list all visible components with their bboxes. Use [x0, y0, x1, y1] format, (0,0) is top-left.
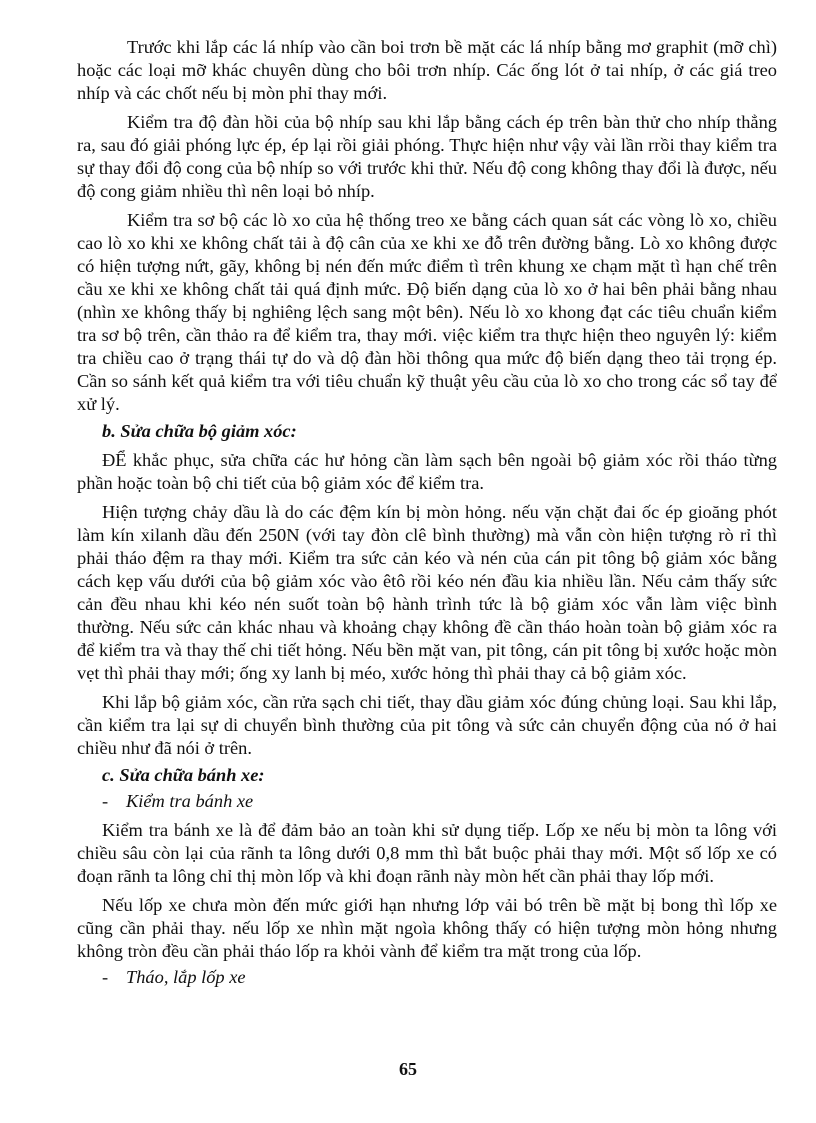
section-b-heading	[77, 419, 777, 443]
paragraph-leaf-spring-lubrication: Trước khi lắp các lá nhíp vào cần boi trơn bề mặt các lá nhíp bằng mơ graphit (mỡ chì) hoặc các loại mỡ khác chuyên dùng cho bôi trơn nhíp. Các ống lót ở tai nhíp, ở các giá treo nhíp và các chốt nếu bị mòn phỉ thay mới.	[77, 37, 777, 103]
bullet-wheel-inspection	[77, 789, 777, 813]
paragraph-shock-absorber-assembly: Khi lắp bộ giảm xóc, cần rửa sạch chi tiết, thay dầu giảm xóc đúng chủng loại. Sau khi lắp, cần kiểm tra lại sự di chuyển bình thường của pit tông và sức cản chuyển động của nó ở hai chiều như đã nói ở trên.	[77, 692, 777, 758]
paragraph-shock-absorber-leak: Hiện tượng chảy dầu là do các đệm kín bị mòn hỏng. nếu vặn chặt đai ốc ép gioăng phót làm kín xilanh dầu đến 250N (với tay đòn clê bình thường) mà vẫn còn hiện tượng rò rỉ thì phải tháo đệm ra thay mới. Kiểm tra sức cản kéo và nén của cán pit tông bộ giảm xóc bằng cách kẹp vấu dưới của bộ giảm xóc vào êtô rồi kéo nén đầu kia nhiều lần. Nếu cảm thấy sức cản đều nhau khi kéo nén suốt toàn bộ hành trình tức là bộ giảm xóc vẫn làm việc bình thường. Nếu sức cản khác nhau và khoảng chạy không đề cần tháo hoàn toàn bộ giảm xóc ra để kiểm tra và thay thế chi tiết hỏng. Nếu bền mặt van, pit tông, cán pit tông bị xước hoặc mòn vẹt thì phải thay mới; ống xy lanh bị méo, xước hỏng thì phải thay cả bộ giảm xóc.	[77, 502, 777, 683]
bullet-tire-mounting	[77, 965, 777, 989]
paragraph-shock-absorber-cleaning: ĐỂ khắc phục, sửa chữa các hư hỏng cần làm sạch bên ngoài bộ giảm xóc rồi tháo từng phần hoặc toàn bộ chi tiết của bộ giảm xóc để kiểm tra.	[77, 450, 777, 493]
section-c-title: Sửa chữa bánh xe:	[119, 765, 265, 785]
paragraph-tire-replacement: Nếu lốp xe chưa mòn đến mức giới hạn nhưng lớp vải bó trên bề mặt bị bong thì lốp xe cũng cần phải thay. nếu lốp xe nhìn mặt ngoìa không thấy có hiện tượng mòn hỏng nhưng không tròn đều cần phải tháo lốp ra khỏi vành để kiểm tra mặt trong của lốp.	[77, 895, 777, 961]
paragraph-coil-spring-inspection: Kiểm tra sơ bộ các lò xo của hệ thống treo xe bằng cách quan sát các vòng lò xo, chiều cao lò xo khi xe không chất tải à độ cân của xe khi xe đỗ trên đường bằng. Lò xo không được có hiện tượng nứt, gãy, không bị nén đến mức điểm tì trên khung xe chạm mặt tì hạn chế trên cầu xe khi xe không chất tải quá định mức. Độ biến dạng của lò xo ở hai bên phải bằng nhau (nhìn xe không thấy bị nghiêng lệch sang một bên). Nếu lò xo khong đạt các tiêu chuẩn kiểm tra sơ bộ trên, cần thảo ra để kiểm tra, thay mới. việc kiểm tra thực hiện theo nguyên lý: kiểm tra chiều cao ở trạng thái tự do và dộ đàn hồi thông qua mức độ biến dạng theo tải trọng ép. Cần so sánh kết quả kiểm tra với tiêu chuẩn kỹ thuật yêu cầu của lò xo cho trong các sổ tay để xử lý.	[77, 210, 777, 414]
paragraph-tire-tread-wear: Kiểm tra bánh xe là để đảm bảo an toàn khi sử dụng tiếp. Lốp xe nếu bị mòn ta lông với chiều sâu còn lại của rãnh ta lông dưới 0,8 mm thì bắt buộc phải thay mới. Một số lốp xe có đoạn rãnh ta lông chỉ thị mòn lốp và khi đoạn rãnh này mòn hết cần phải thay lốp mới.	[77, 820, 777, 886]
bullet-text: Kiểm tra bánh xe	[126, 791, 254, 811]
bullet-dash: -	[102, 967, 109, 987]
section-b-title: Sửa chữa bộ giảm xóc:	[120, 421, 297, 441]
bullet-dash: -	[102, 791, 109, 811]
page-number: 65	[399, 1059, 417, 1079]
paragraph-leaf-spring-elasticity: Kiểm tra độ đàn hồi của bộ nhíp sau khi lắp bằng cách ép trên bàn thử cho nhíp thẳng ra, sau đó giải phóng lực ép, ép lại rồi giải phóng. Thực hiện như vậy vài lần rrồi thay kiểm tra sự thay đổi độ cong của bộ nhíp so với trước khi thử. Nếu độ cong không thay đổi là được, nếu độ cong giảm nhiều thì nên loại bỏ nhíp.	[77, 112, 777, 201]
section-c-heading	[77, 763, 777, 787]
body-text	[77, 36, 777, 989]
section-b-label: b.	[102, 421, 116, 441]
section-c-label: c.	[102, 765, 115, 785]
bullet-text: Tháo, lắp lốp xe	[126, 967, 246, 987]
